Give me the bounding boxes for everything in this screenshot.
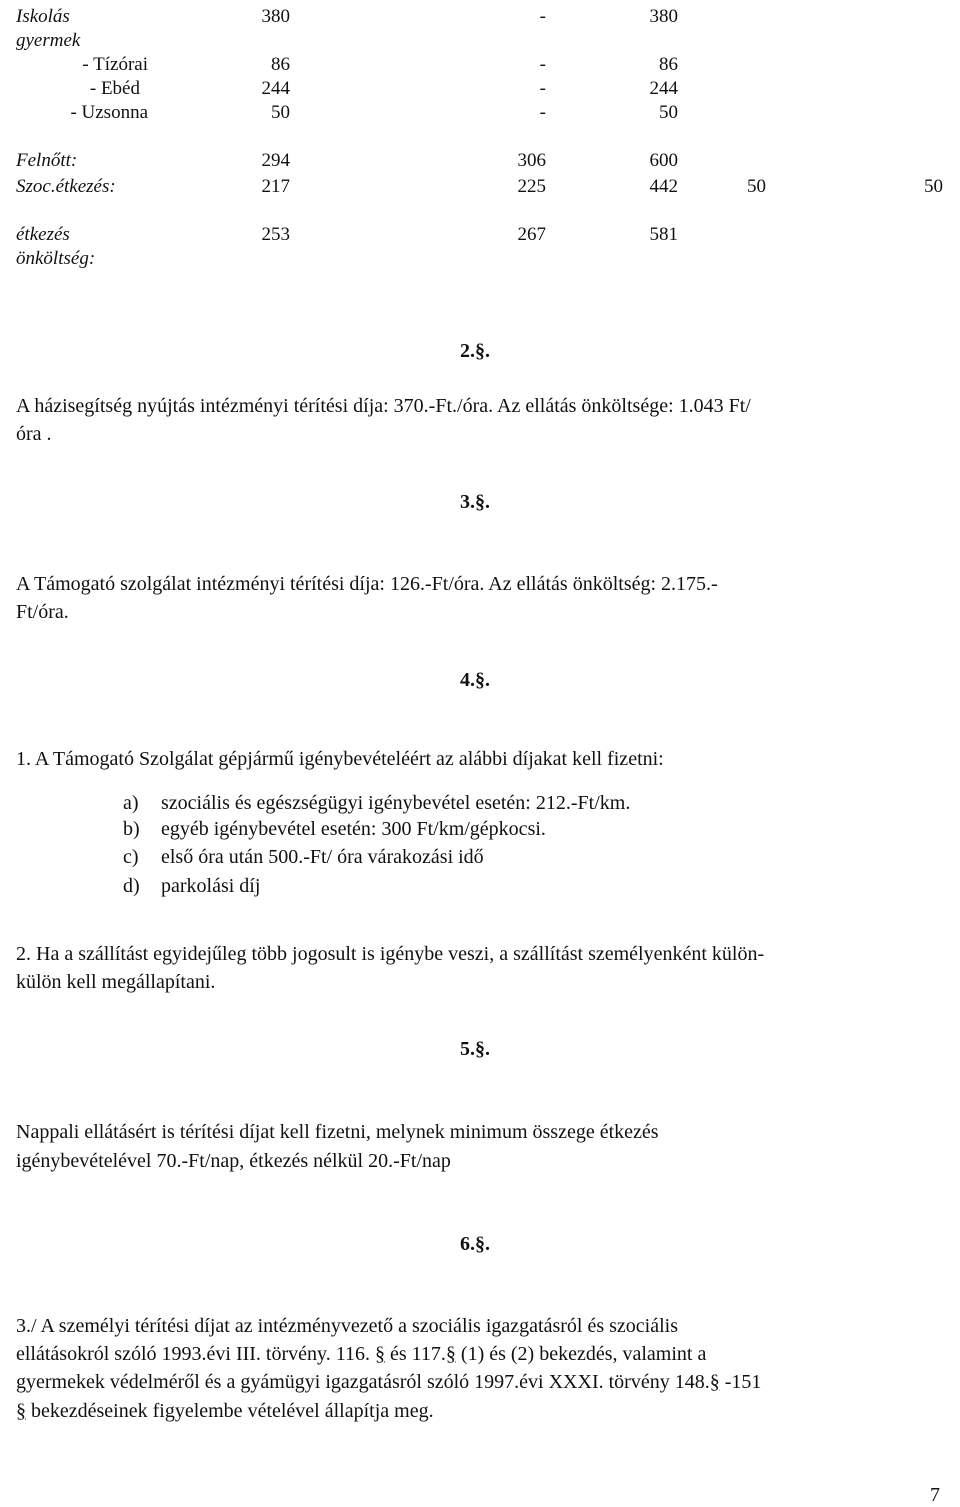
section-heading-5: 5.§. bbox=[460, 1038, 490, 1060]
section-sign: § bbox=[445, 1343, 456, 1365]
cell: 253 bbox=[261, 224, 290, 245]
cell: 267 bbox=[517, 224, 546, 245]
cell: 86 bbox=[271, 54, 290, 75]
row-label: Szoc.étkezés: bbox=[16, 176, 116, 197]
row-label: Iskolás bbox=[16, 6, 70, 27]
cell: 380 bbox=[261, 6, 290, 27]
page-number: 7 bbox=[930, 1484, 940, 1506]
list-item: egyéb igénybevétel esetén: 300 Ft/km/gépkocsi. bbox=[161, 818, 546, 840]
row-label: önköltség: bbox=[16, 248, 96, 269]
cell: 442 bbox=[649, 176, 678, 197]
row-label: gyermek bbox=[16, 30, 81, 51]
list-item: első óra után 500.-Ft/ óra várakozási idő bbox=[161, 846, 484, 868]
paragraph-line bbox=[16, 1397, 434, 1425]
paragraph-line: 2. Ha a szállítást egyidejűleg több jogosult is igénybe veszi, a szállítást személyenként külön- bbox=[16, 943, 765, 965]
cell: 50 bbox=[747, 176, 766, 197]
paragraph-line: 1. A Támogató Szolgálat gépjármű igénybevételéért az alábbi díjakat kell fizetni: bbox=[16, 748, 664, 770]
paragraph-line: Nappali ellátásért is térítési díjat kell fizetni, melynek minimum összege étkezés bbox=[16, 1121, 659, 1143]
list-item: parkolási díj bbox=[161, 875, 261, 897]
cell: 50 bbox=[659, 102, 678, 123]
cell: 217 bbox=[261, 176, 290, 197]
paragraph-line: A Támogató szolgálat intézményi térítési díja: 126.-Ft/óra. Az ellátás önköltség: 2.175.- bbox=[16, 573, 718, 595]
list-marker: c) bbox=[123, 846, 139, 868]
list-marker: b) bbox=[123, 818, 140, 840]
cell: 294 bbox=[261, 150, 290, 171]
section-heading-4: 4.§. bbox=[460, 669, 490, 691]
paragraph-line: A házisegítség nyújtás intézményi térítési díja: 370.-Ft./óra. Az ellátás önköltsége: 1.043 Ft/ bbox=[16, 395, 751, 417]
cell: 244 bbox=[649, 78, 678, 99]
section-heading-2: 2.§. bbox=[460, 340, 490, 362]
text-run: -151 bbox=[719, 1371, 762, 1393]
text-run: és 117. bbox=[384, 1343, 446, 1365]
paragraph-line bbox=[16, 1340, 706, 1368]
text-run: gyermekek védelméről és a gyámügyi igazgatásról szóló 1997.évi XXXI. törvény 148. bbox=[16, 1371, 710, 1393]
text-run: bekezdéseinek figyelembe vételével állapítja meg. bbox=[26, 1400, 434, 1422]
section-heading-6: 6.§. bbox=[460, 1233, 490, 1255]
cell: 380 bbox=[649, 6, 678, 27]
paragraph-line bbox=[16, 1368, 761, 1396]
text-run: (1) és (2) bekezdés, valamint a bbox=[455, 1343, 707, 1365]
paragraph-line: Ft/óra. bbox=[16, 601, 69, 623]
list-item: szociális és egészségügyi igénybevétel esetén: 212.-Ft/km. bbox=[161, 792, 631, 814]
text-run: ellátásokról szóló 1993.évi III. törvény. 116. bbox=[16, 1343, 370, 1365]
cell: 50 bbox=[271, 102, 290, 123]
paragraph-line: igénybevételével 70.-Ft/nap, étkezés nélkül 20.-Ft/nap bbox=[16, 1150, 451, 1172]
section-sign: § bbox=[374, 1343, 385, 1365]
cell: - bbox=[539, 78, 546, 99]
cell: - bbox=[539, 54, 546, 75]
row-label: - Ebéd bbox=[89, 78, 140, 99]
cell: - bbox=[539, 102, 546, 123]
paragraph-line: külön kell megállapítani. bbox=[16, 971, 216, 993]
cell: - bbox=[539, 6, 546, 27]
row-label: étkezés bbox=[16, 224, 70, 245]
row-label: Felnőtt: bbox=[16, 150, 78, 171]
cell: 600 bbox=[649, 150, 678, 171]
list-marker: a) bbox=[123, 792, 139, 814]
paragraph-line: 3./ A személyi térítési díjat az intézményvezető a szociális igazgatásról és szociális bbox=[16, 1315, 678, 1337]
cell: 244 bbox=[261, 78, 290, 99]
paragraph-line: óra . bbox=[16, 423, 52, 445]
row-label: - Tízórai bbox=[82, 54, 148, 75]
section-sign: § bbox=[709, 1371, 720, 1393]
cell: 50 bbox=[924, 176, 943, 197]
cell: 225 bbox=[517, 176, 546, 197]
cell: 86 bbox=[659, 54, 678, 75]
section-sign: § bbox=[16, 1400, 26, 1422]
list-marker: d) bbox=[123, 875, 140, 897]
cell: 306 bbox=[517, 150, 546, 171]
row-label: - Uzsonna bbox=[70, 102, 148, 123]
section-heading-3: 3.§. bbox=[460, 491, 490, 513]
cell: 581 bbox=[649, 224, 678, 245]
